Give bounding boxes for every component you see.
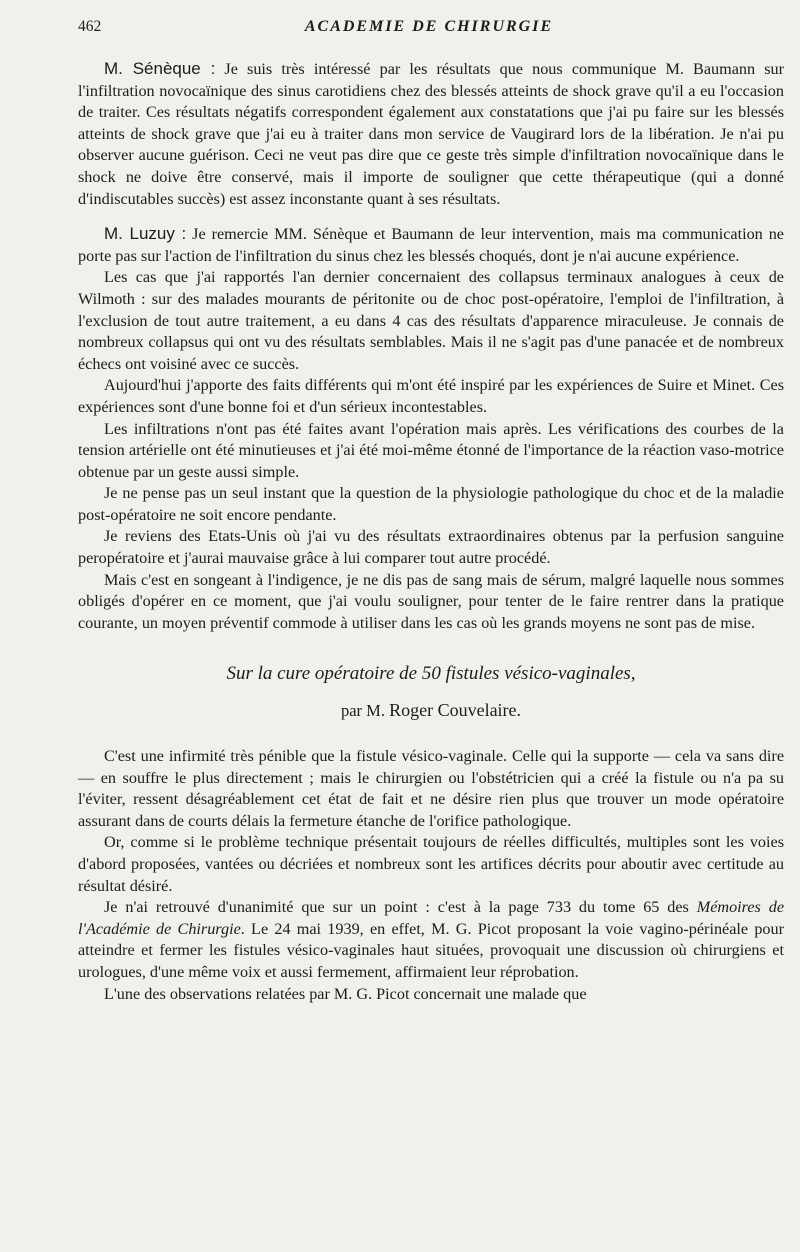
article-title: Sur la cure opératoire de 50 fistules vésico-vaginales, (226, 663, 636, 685)
page-number: 462 (78, 18, 102, 35)
paragraph: Les infiltrations n'ont pas été faites avant l'opération mais après. Les vérifications des courbes de la tension artérielle ont été minutieuses et j'ai été moi-même étonné de l'importance de la réaction vaso-motrice obtenue par un geste aussi simple. (78, 419, 784, 481)
paragraph: Je reviens des Etats-Unis où j'ai vu des résultats extraordinaires obtenus par la perfusion sanguine peropératoire et j'aurai mauvaise grâce à lui comparer tout autre procédé. (78, 527, 784, 568)
paragraph: Je ne pense pas un seul instant que la question de la physiologie pathologique du choc et de la maladie post-opératoire ne soit encore pendante. (78, 484, 784, 524)
paragraph-seneque (78, 58, 784, 210)
running-title: ACADEMIE DE CHIRURGIE (304, 18, 554, 35)
paragraph-luzuy (78, 223, 784, 267)
paragraph: L'une des observations relatées par M. G. Picot concernait une malade que (104, 984, 587, 1003)
journal-title: Mémoires de l'Académie de Chirurgie (78, 898, 784, 938)
paragraph-text: Je remercie MM. Sénèque et Baumann de leur intervention, mais ma communication ne porte pas sur l'action de l'infiltration du sinus chez les blessés choqués, dont je n'ai aucune expérience. (78, 225, 784, 265)
speaker-name: M. Sénèque : (104, 59, 216, 78)
article-byline (78, 700, 784, 722)
paragraph-text: Je n'ai retrouvé d'unanimité que sur un point : c'est à la page 733 du tome 65 des (104, 898, 697, 917)
paragraph: Aujourd'hui j'apporte des faits différents qui m'ont été inspiré par les expériences de Suire et Minet. Ces expériences sont d'une bonne foi et d'un sérieux incontestables. (78, 376, 784, 416)
paragraph: Or, comme si le problème technique présentait toujours de réelles difficultés, multiples sont les voies d'abord proposées, vantées ou décriées et nombreux sont les artifices décrits pour aboutir avec certitude au résultat désiré. (78, 833, 784, 895)
paragraph-text: . Le 24 mai 1939, en effet, M. G. Picot proposant la voie vagino-périnéale pour atteindre et fermer les fistules vésico-vaginales haut situées, provoquait une discussion où chirurgiens et urologues, d'une même voix et aussi fermement, affirmaient leur réprobation. (78, 919, 784, 981)
page-body (78, 58, 784, 1005)
page-header (78, 18, 780, 40)
author-name: Roger Couvelaire. (389, 700, 522, 721)
paragraph-reference (78, 897, 784, 983)
byline-prefix: par M. (340, 701, 385, 721)
paragraph: Les cas que j'ai rapportés l'an dernier concernaient des collapsus terminaux analogues à ceux de Wilmoth : sur des malades mourants de péritonite ou de choc post-opératoire, l'emploi de l'infiltration, à l'exclusion de tout autre traitement, a eu dans 4 cas des résultats d'apparence miraculeuse. Je connais de nombreux collapsus qui ont vu des résultats semblables. Mais il ne s'agit pas d'une panacée et de nombreux échecs ont voisiné avec ce succès. (78, 268, 784, 373)
speaker-name: M. Luzuy : (104, 224, 187, 244)
paragraph: Mais c'est en songeant à l'indigence, je ne dis pas de sang mais de sérum, malgré laquelle nous sommes obligés d'opérer en ce moment, que j'ai voulu souligner, pour tenter de le faire rentrer dans la pratique courante, un moyen préventif commode à utiliser dans les cas où les grands moyens ne sont pas de mise. (78, 570, 784, 632)
paragraph-text: Je suis très intéressé par les résultats que nous communique M. Baumann sur l'infiltration novocaïnique des sinus carotidiens chez des blessés atteints de shock grave qu'il a eu l'occasion de traiter. Ces résultats négatifs correspondent également aux constatations que j'ai pu faire sur les blessés atteints de shock grave que j'ai eu à traiter dans mon service de Vaugirard lors de la libération. Je n'ai pu observer aucune guérison. Ceci ne veut pas dire que ce geste très simple d'infiltration novocaïnique dans le shock ne doive être conservé, mais il importe de souligner que cette thérapeutique (qui a donné d'indiscutables succès) est assez inconstante quant à ses résultats. (78, 60, 784, 208)
paragraph: C'est une infirmité très pénible que la fistule vésico-vaginale. Celle qui la supporte — cela va sans dire — en souffre le plus directement ; mais le chirurgien ou l'obstétricien qui a créé la fistule ou n'a pa su l'éviter, ressent désagréablement cet état de fait et ne désire rien plus que trouver un mode opératoire assurant dans de courts délais la fermeture étanche de l'orifice pathologique. (78, 747, 784, 830)
